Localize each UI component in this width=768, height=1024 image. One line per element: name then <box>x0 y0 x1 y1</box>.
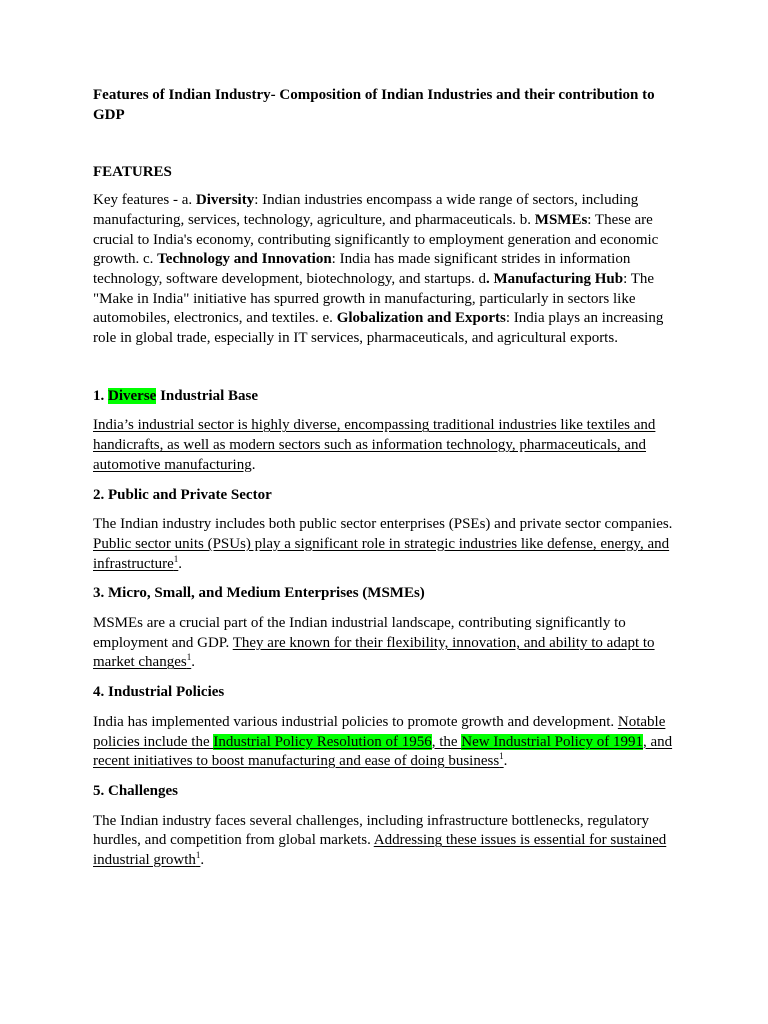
section-body-challenges <box>93 812 678 871</box>
features-b-text: : These are crucial to India's economy, contributing significantly to employment generation and economic growth. c. <box>93 211 659 268</box>
features-e-text: : India plays an increasing role in global trade, especially in IT services, pharmaceuticals, and agricultural exports. <box>93 310 664 347</box>
term-technology-innovation: Technology and Innovation <box>157 251 332 268</box>
features-paragraph <box>93 191 678 349</box>
footnote-reference: 1 <box>186 652 192 663</box>
section-text: The Indian industry faces several challenges, including infrastructure bottlenecks, regulatory hurdles, and competition from global markets. <box>93 812 650 849</box>
term-diversity: Diversity <box>195 192 255 209</box>
highlighted-policy-1991: New Industrial Policy of 1991 <box>461 733 643 750</box>
section-heading-challenges: 5. Challenges <box>93 782 179 799</box>
underlined-part-1: Notable policies include the <box>93 713 666 750</box>
features-heading: FEATURES <box>93 164 172 181</box>
underlined-text: India’s industrial sector is highly diverse, encompassing traditional industries like textiles and handicrafts, as well as modern sectors such as information technology, pharmaceuticals, and automotive manufacturing <box>93 417 656 473</box>
section-text: MSMEs are a crucial part of the Indian industrial landscape, contributing significantly to employment and GDP. <box>93 615 626 651</box>
footnote-reference: 1 <box>173 553 179 564</box>
footnote-reference: 1 <box>195 850 201 861</box>
sentence-end: . <box>503 753 508 770</box>
term-msmes: MSMEs <box>534 211 588 228</box>
underlined-part-2: , the <box>431 733 462 750</box>
sentence-end: . <box>178 555 183 572</box>
features-d-text: : The "Make in India" initiative has spurred growth in manufacturing, particularly in sectors like automobiles, electronics, and textiles. e. <box>93 270 655 327</box>
term-manufacturing-hub: . Manufacturing Hub <box>485 270 624 287</box>
term-globalization-exports: Globalization and Exports <box>336 310 506 327</box>
features-a-text: : Indian industries encompass a wide range of sectors, including manufacturing, services, technology, agriculture, and pharmaceuticals. b. <box>93 192 639 228</box>
underlined-sentence: Addressing these issues is essential for sustained industrial growth <box>93 832 667 869</box>
highlighted-policy-1956: Industrial Policy Resolution of 1956 <box>213 733 432 750</box>
features-intro: Key features - a. <box>93 192 196 209</box>
features-c-text: : India has made significant strides in information technology, software development, biotechnology, and startups. d <box>93 251 631 287</box>
sentence-end: . <box>251 456 256 473</box>
underlined-sentence: Public sector units (PSUs) play a significant role in strategic industries like defense, energy, and infrastructure <box>93 535 670 572</box>
sentence-end: . <box>191 654 195 671</box>
section-heading-rest: Industrial Base <box>156 387 259 404</box>
highlighted-text: Diverse <box>108 387 157 404</box>
section-body-public-private-sector <box>93 515 678 574</box>
section-text: The Indian industry includes both public sector enterprises (PSEs) and private sector companies. <box>93 516 673 533</box>
document-title: Features of Indian Industry- Composition of Indian Industries and their contribution to GDP <box>93 87 655 123</box>
footnote-reference: 1 <box>499 751 504 762</box>
section-heading-msmes: 3. Micro, Small, and Medium Enterprises (MSMEs) <box>93 585 425 602</box>
section-number: 1. <box>93 387 108 404</box>
sentence-end: . <box>200 852 205 869</box>
section-body-diverse-industrial-base <box>93 416 678 475</box>
section-body-industrial-policies <box>93 713 678 772</box>
section-body-msmes <box>93 614 678 673</box>
section-heading-diverse-industrial-base <box>93 387 678 407</box>
section-text: India has implemented various industrial policies to promote growth and development. <box>93 713 618 730</box>
underlined-sentence: They are known for their flexibility, innovation, and ability to adapt to market changes <box>93 634 655 671</box>
section-heading-public-private-sector: 2. Public and Private Sector <box>93 486 272 503</box>
underlined-part-3: , and recent initiatives to boost manufacturing and ease of doing business <box>93 733 673 770</box>
section-heading-industrial-policies: 4. Industrial Policies <box>93 684 225 701</box>
